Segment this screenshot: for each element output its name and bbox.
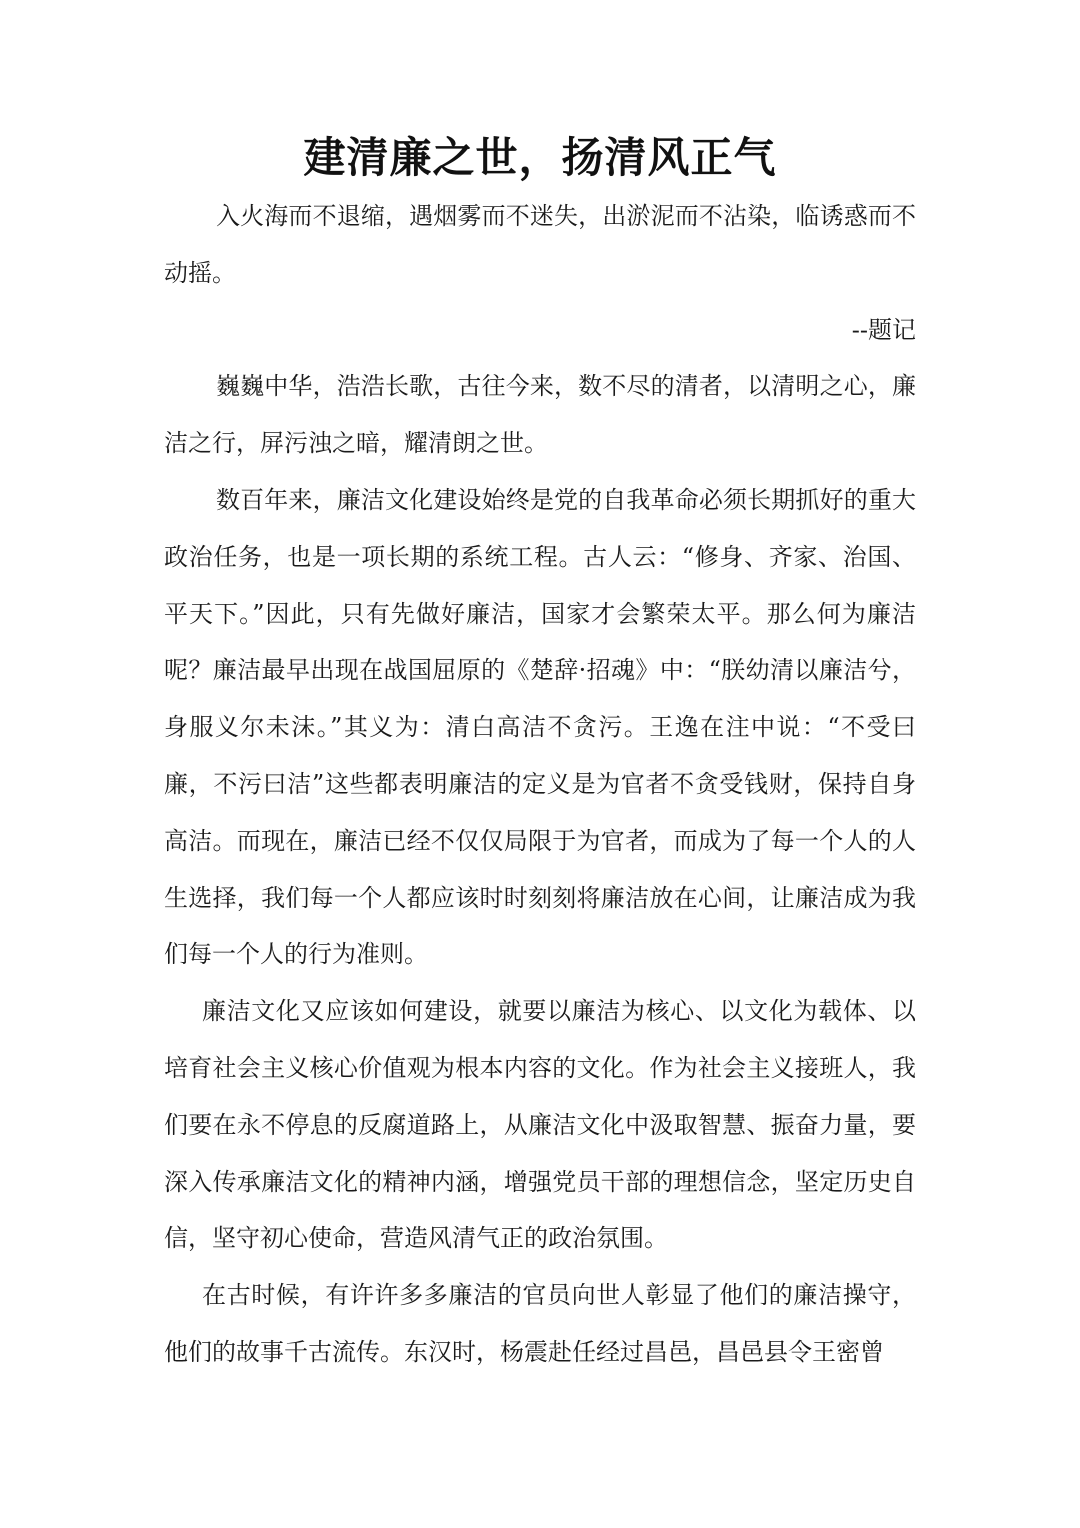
- document-body: [164, 188, 916, 1381]
- paragraph: 廉洁文化又应该如何建设，就要以廉洁为核心、以文化为载体、以培育社会主义核心价值观为根本内容的文化。作为社会主义接班人，我们要在永不停息的反腐道路上，从廉洁文化中汲取智慧、振奋力量，要深入传承廉洁文化的精神内涵，增强党员干部的理想信念，坚定历史自信，坚守初心使命，营造风清气正的政治氛围。: [164, 997, 916, 1253]
- paragraph: 数百年来，廉洁文化建设始终是党的自我革命必须长期抓好的重大政治任务，也是一项长期的系统工程。古人云：“修身、齐家、治国、平天下。”因此，只有先做好廉洁，国家才会繁荣太平。那么何为廉洁呢？廉洁最早出现在战国屈原的《楚辞·招魂》中：“朕幼清以廉洁兮，身服义尔未沫。”其义为：清白高洁不贪污。王逸在注中说：“不受曰廉，不污曰洁”这些都表明廉洁的定义是为官者不贪受钱财，保持自身高洁。而现在，廉洁已经不仅仅局限于为官者，而成为了每一个人的人生选择，我们每一个人都应该时时刻刻将廉洁放在心间，让廉洁成为我们每一个人的行为准则。: [164, 485, 916, 969]
- epigraph-attribution: --题记: [851, 315, 916, 344]
- document-title: 建清廉之世，扬清风正气: [303, 133, 777, 182]
- epigraph: 入火海而不退缩，遇烟雾而不迷失，出淤泥而不沾染，临诱惑而不动摇。: [164, 202, 916, 287]
- paragraph: 在古时候，有许许多多廉洁的官员向世人彰显了他们的廉洁操守，他们的故事千古流传。东汉时，杨震赴任经过昌邑，昌邑县令王密曾: [164, 1281, 916, 1366]
- paragraph: 巍巍中华，浩浩长歌，古往今来，数不尽的清者，以清明之心，廉洁之行，屏污浊之暗，耀清朗之世。: [164, 372, 916, 458]
